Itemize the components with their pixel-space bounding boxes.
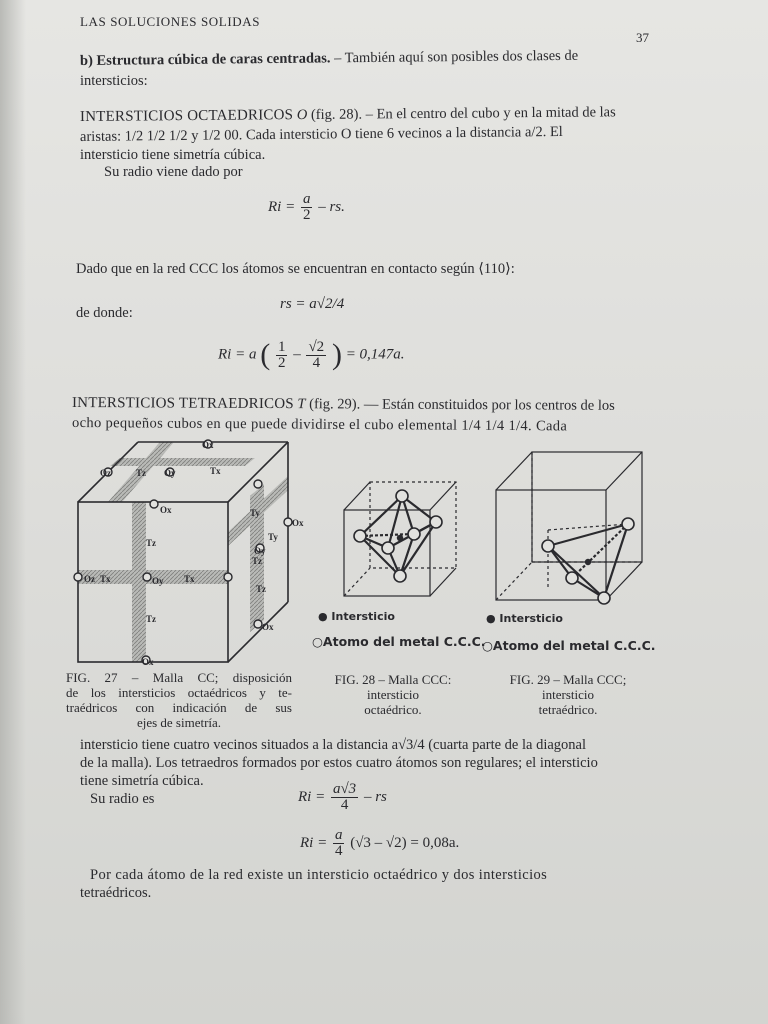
fig27-label: Tx [184,574,195,584]
octa-line4: Su radio viene dado por [104,164,243,180]
octa-line3: intersticio tiene simetría cúbica. [80,147,266,163]
eq3-fraction-1 [276,340,288,371]
equation-3 [218,338,405,372]
fig28-legend-interstice: ● Intersticio [318,610,395,623]
page-gutter-shadow [0,0,26,1024]
fig27-label: Oy [254,546,266,556]
fig29-caption [490,672,646,717]
octa-heading: INTERSTICIOS OCTAEDRICOS [79,107,294,125]
atom-circle-icon: ○ [482,638,493,653]
fig29-legend-interstice: ● Intersticio [486,612,563,625]
fig27-caption-line2: de los intersticios octaédricos y te- [66,685,292,700]
fig28-caption-line3: octaédrico. [364,702,422,717]
fig28-caption-line1: FIG. 28 – Malla CCC: [334,672,452,687]
section-b-line1-rest: – También aquí son posibles dos clases de [334,47,579,67]
fig27-label: Ty [250,508,260,518]
fig27-label: Ox [292,518,304,528]
octa-symbol: O [296,107,308,124]
equation-1 [268,192,345,223]
equation-5 [300,828,459,859]
octa-line1-rest: – En el centro del cubo y en la mitad de las [365,104,616,123]
fig27-label: Tz [146,538,156,548]
fig27-label: Ox [160,505,172,515]
fig27-label: Tx [210,466,221,476]
tetra-line1-rest: — Están constituidos por los centros de los [363,396,615,414]
fig29-legend-atom [482,638,656,653]
page-number: 37 [636,30,649,45]
eq5-rest: (√3 – √2) = 0,08a. [350,834,460,851]
tetra-line2: ocho pequeños cubos en que puede dividirse el cubo elemental 1/4 1/4 1/4. Cada [71,415,568,435]
eq1-rest: – rs. [318,198,345,215]
fig27-label: Ox [202,440,214,450]
section-b-heading: b) Estructura cúbica de caras centradas. [79,50,331,69]
eq3-rhs: = 0,147a. [345,346,405,363]
eq4-rest: – rs [363,788,387,805]
eq1-fraction [301,192,313,223]
eq1-numerator: a [302,191,311,207]
eq3-fraction-2 [306,340,326,371]
eq5-fraction [333,828,345,859]
eq1-denominator: 2 [302,207,311,223]
eq4-numerator: a√3 [332,781,357,797]
fig29-legend-atom-text: Atomo del metal C.C.C. [492,638,656,653]
tetra-heading: INTERSTICIOS TETRAEDRICOS [71,395,294,413]
fig27-label: Oz [84,574,95,584]
fig29-caption-line1: FIG. 29 – Malla CCC; [509,672,627,687]
section-b-line1 [80,47,578,70]
equation-4 [298,782,387,813]
fig27-label: Tz [136,468,146,478]
tetra-line4: de la malla). Los tetraedros formados por estos cuatro átomos son regulares; el intersticio [80,755,598,771]
fig27-caption-line4: ejes de simetría. [136,715,222,730]
fig28-caption-line2: intersticio [367,687,419,702]
eq1-lhs: Ri = [268,198,296,215]
eq3-paren-close: ) [331,338,342,371]
tetra-ref: (fig. 29). [309,396,361,413]
fig27-label: Ox [262,622,274,632]
de-donde-label: de donde: [76,305,133,321]
eq3-f2-denominator: 4 [312,354,321,371]
eq5-denominator: 4 [334,843,343,859]
octa-line2: aristas: 1/2 1/2 1/2 y 1/2 00. Cada intersticio O tiene 6 vecinos a la distancia a/2. El [79,123,563,145]
tetra-line5: tiene simetría cúbica. [80,773,204,789]
fig27-label: Oy [164,468,176,478]
eq3-f1-denominator: 2 [277,354,286,371]
eq3-f1-numerator: 1 [277,338,286,355]
eq5-numerator: a [334,827,343,843]
fig27-caption-line1: FIG. 27 – Malla CC; disposición [66,670,292,685]
section-b-line2: intersticios: [80,73,148,89]
fig27-label: Tz [146,614,156,624]
tetra-symbol: T [297,396,306,413]
atom-circle-icon: ○ [312,634,323,649]
tetra-radius-label: Su radio es [90,791,155,807]
fig28-legend-atom-text: Atomo del metal C.C.C. [322,634,486,649]
running-title: LAS SOLUCIONES SOLIDAS [80,14,261,29]
eq3-paren-open: ( [260,338,271,371]
eq4-denominator: 4 [340,797,349,813]
fig29-caption-line2: intersticio [542,687,594,702]
fig27-label: Oz [100,468,111,478]
fig27-caption-line3: traédricos con indicación de sus [66,700,292,715]
fig27-label: Tx [100,574,111,584]
eq3-lhs: Ri = a [218,346,257,363]
fig28-caption [318,672,468,717]
eq4-lhs: Ri = [298,788,326,805]
octa-ref: (fig. 28). [310,106,363,123]
equation-2: rs = a√2/4 [280,296,345,312]
fig28-octahedral-diagram [340,478,464,600]
fig27-label: Ox [142,657,154,667]
fig27-label: Ty [268,532,278,542]
fig27-cube-diagram [70,436,302,668]
fig29-caption-line3: tetraédrico. [538,702,598,717]
fig28-legend-atom [312,634,486,649]
fig27-caption [66,670,292,730]
fig27-label: Tz [252,556,262,566]
eq3-f2-numerator: √2 [308,338,325,355]
tetra-line1 [72,394,615,415]
eq3-minus: – [293,346,301,363]
closing-line2: tetraédricos. [80,885,152,901]
tetra-line3: intersticio tiene cuatro vecinos situados a la distancia a√3/4 (cuarta parte de la diagonal [80,737,586,753]
eq5-lhs: Ri = [300,834,328,851]
fig29-tetrahedral-diagram [492,448,652,608]
fig27-label: Oy [152,576,164,586]
eq4-fraction [331,782,358,813]
fig27-label: Tz [256,584,266,594]
contact-line: Dado que en la red CCC los átomos se encuentran en contacto según ⟨110⟩: [76,261,515,277]
closing-line1: Por cada átomo de la red existe un intersticio octaédrico y dos intersticios [90,867,548,883]
